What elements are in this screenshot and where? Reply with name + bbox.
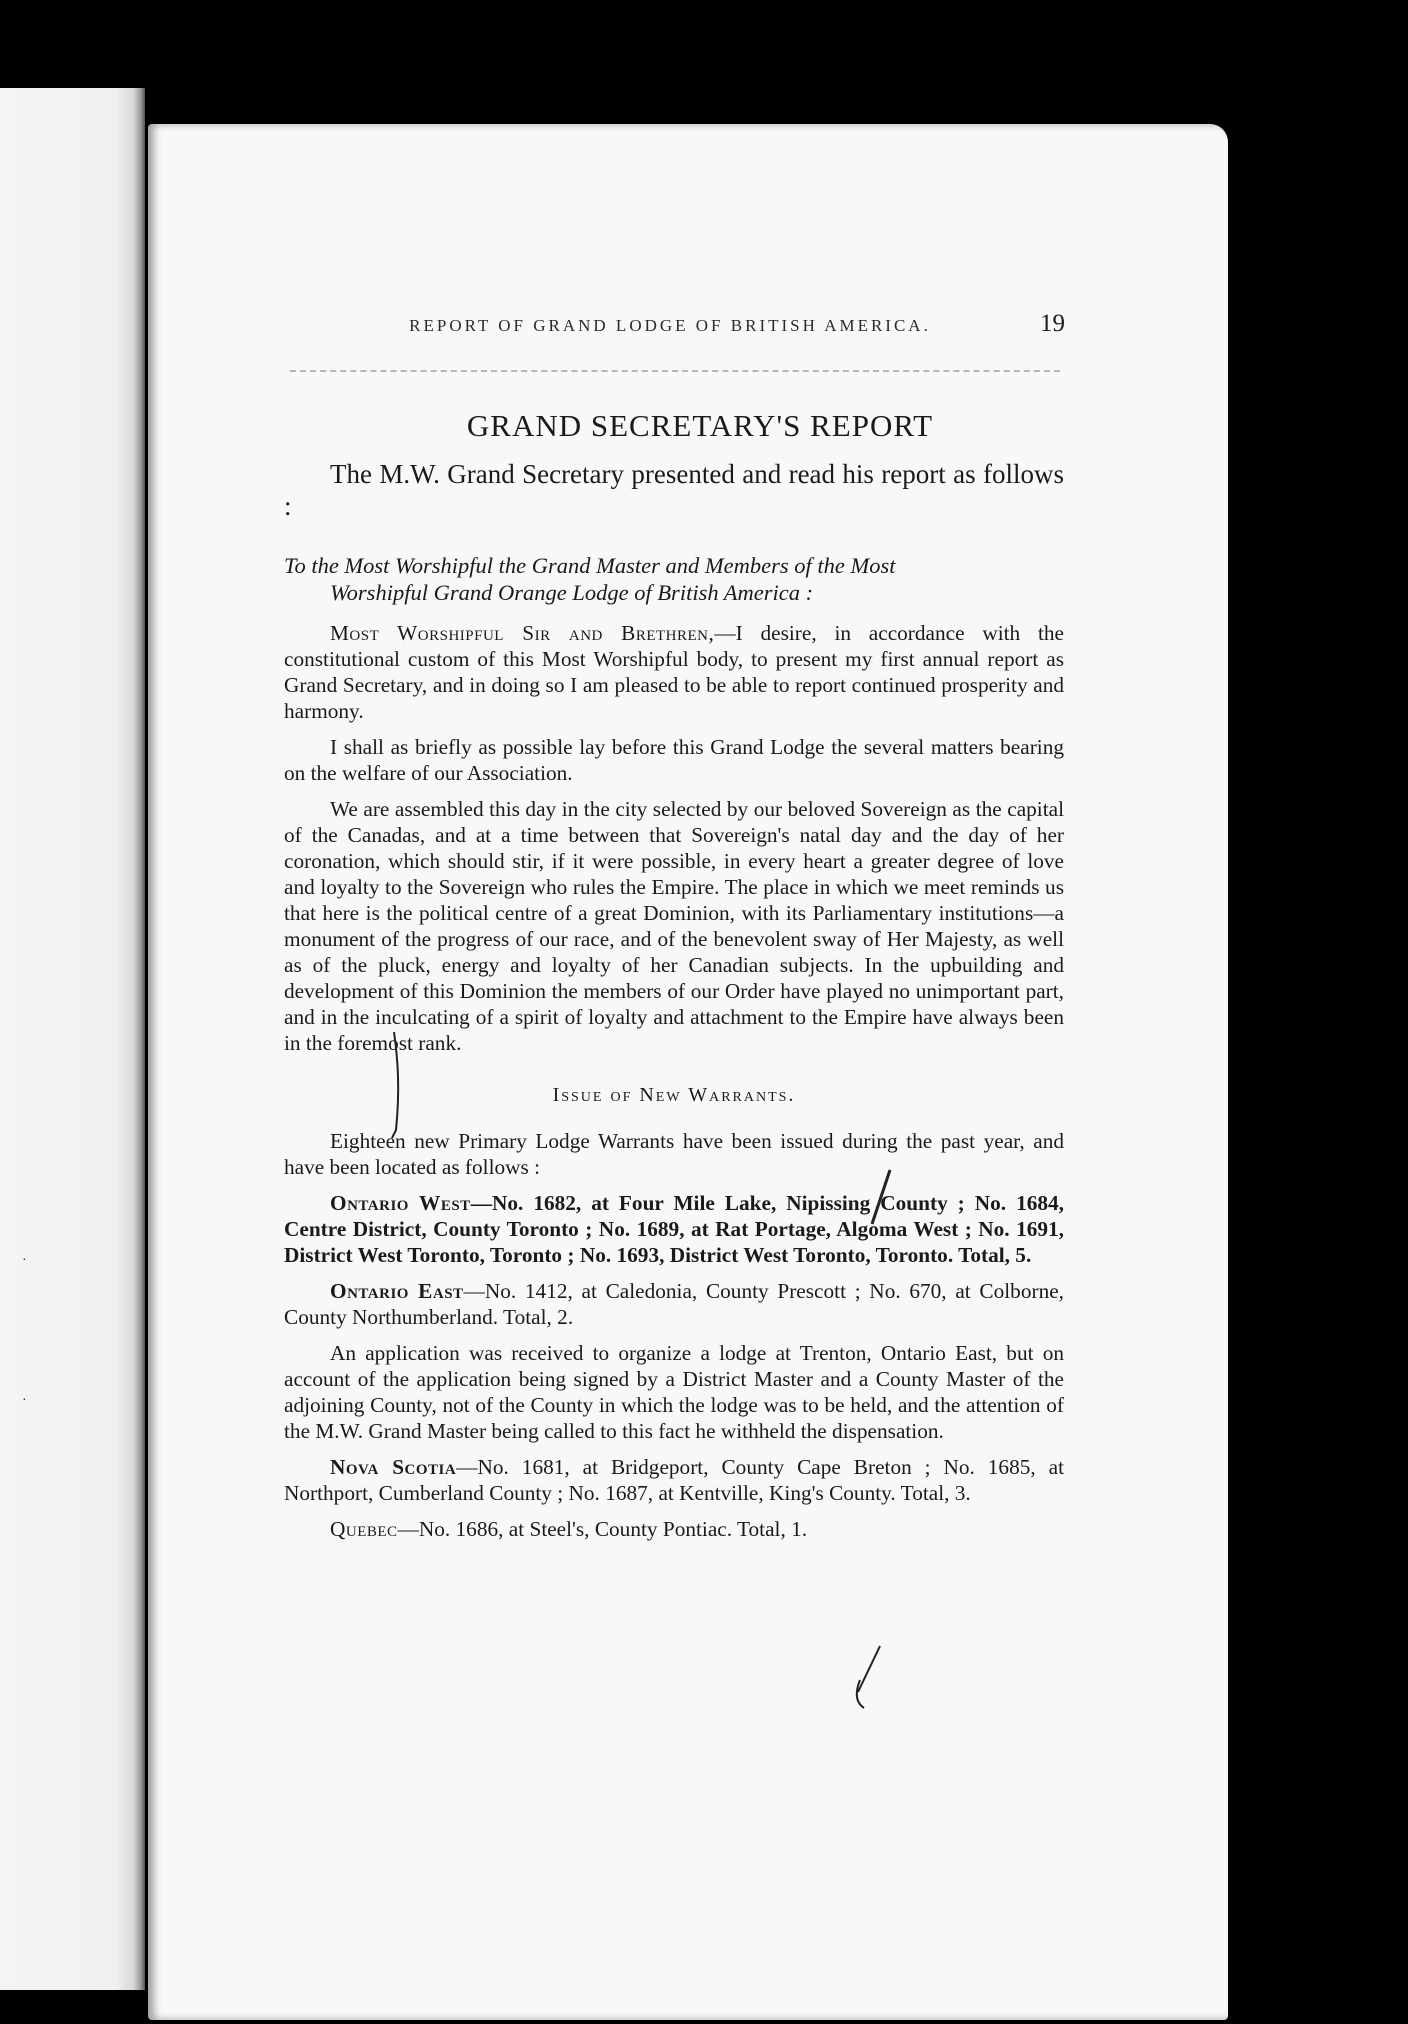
quebec-text: —No. 1686, at Steel's, County Pontiac. Total, 1. xyxy=(397,1517,808,1541)
region-label-ontario-east: Ontario East xyxy=(330,1279,464,1303)
paragraph-quebec xyxy=(284,1516,1064,1542)
address-line-1: To the Most Worshipful the Grand Master and Members of the Most xyxy=(284,553,896,578)
region-label-quebec: Quebec xyxy=(330,1517,398,1541)
paragraph-trenton: An application was received to organize a lodge at Trenton, Ontario East, but on account of the application being signed by a District Master and a County Master of the adjoining County, not of the County in which the lodge was to be held, and the attention of the M.W. Grand Master being called to this fact he withheld the dispensation. xyxy=(284,1341,1064,1443)
paragraph-nova-scotia xyxy=(284,1454,1064,1506)
margin-speck: · xyxy=(22,1250,27,1266)
running-header: REPORT OF GRAND LODGE OF BRITISH AMERICA. xyxy=(409,316,931,335)
intro-paragraph: The M.W. Grand Secretary presented and read his report as follows : xyxy=(284,459,1064,521)
paragraph-ontario-west xyxy=(284,1190,1064,1268)
margin-speck: · xyxy=(22,1390,27,1406)
ontario-east-text: —No. 1412, at Caledonia, County Prescott ; No. 670, at Colborne, County Northumberland. Total, 2. xyxy=(284,1279,1064,1329)
section-heading-warrants: Issue of New Warrants. xyxy=(552,1084,796,1106)
opening-greeting: Most Worshipful Sir and Brethren, xyxy=(330,621,715,645)
paragraph-opening xyxy=(284,620,1064,724)
paragraph-brief: I shall as briefly as possible lay before this Grand Lodge the several matters bearing on the welfare of our Association. xyxy=(284,735,1064,785)
report-title: GRAND SECRETARY'S REPORT xyxy=(466,408,934,443)
opening-text: —I desire, in accordance with the constitutional custom of this Most Worshipful body, to present my first annual report as Grand Secretary, and in doing so I am pleased to be able to report continued prosperity and harmony. xyxy=(284,621,1064,723)
nova-scotia-text: —No. 1681, at Bridgeport, County Cape Breton ; No. 1685, at Northport, Cumberland County ; No. 1687, at Kentville, King's County. Total, 3. xyxy=(284,1455,1064,1505)
paragraph-warrants-intro: Eighteen new Primary Lodge Warrants have been issued during the past year, and have been located as follows : xyxy=(284,1129,1064,1179)
left-page-edge xyxy=(0,88,145,1990)
paragraph-ontario-east xyxy=(284,1278,1064,1330)
region-label-nova-scotia: Nova Scotia xyxy=(330,1455,457,1479)
region-label-ontario-west: Ontario West xyxy=(330,1191,471,1215)
ontario-west-text: —No. 1682, at Four Mile Lake, Nipissing County ; No. 1684, Centre District, County Toronto ; No. 1689, at Rat Portage, Algoma West ; No. 1691, District West Toronto, Toronto ; No. 1693, District West Toronto, Toronto. Total, 5. xyxy=(284,1191,1064,1267)
paragraph-assembled: We are assembled this day in the city selected by our beloved Sovereign as the capital of the Canadas, and at a time between that Sovereign's natal day and the day of her coronation, which should stir, if it were possible, in every heart a greater degree of love and loyalty to the Sovereign who rules the Empire. The place in which we meet reminds us that here is the political centre of a great Dominion, with its Parliamentary institutions—a monument of the progress of our race, and of the benevolent sway of Her Majesty, as well as of the pluck, energy and loyalty of her Canadian subjects. In the upbuilding and development of this Dominion the members of our Order have played no unimportant part, and in the inculcating of a spirit of loyalty and attachment to the Empire have always been in the foremost rank. xyxy=(284,797,1064,1055)
header-rule xyxy=(290,370,1060,372)
address-line-2: Worshipful Grand Orange Lodge of British America : xyxy=(330,580,814,605)
salutation-address xyxy=(284,552,1064,606)
page-number: 19 xyxy=(1040,310,1065,337)
report-body xyxy=(284,458,1064,1552)
